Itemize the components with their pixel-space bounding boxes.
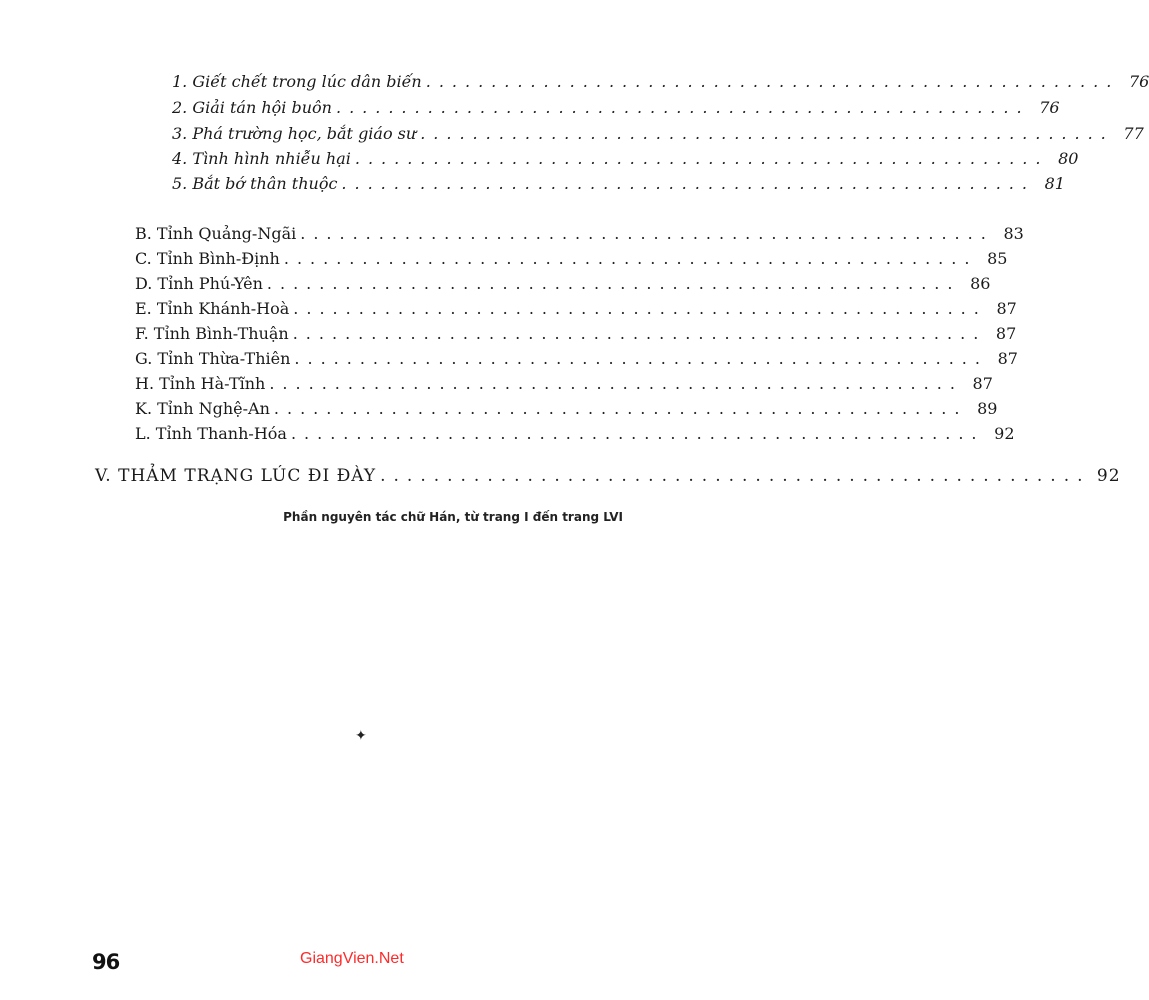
leader-dots: ..................................................... xyxy=(292,324,987,343)
toc-entry xyxy=(172,124,1144,143)
toc-section-entry xyxy=(95,466,1121,486)
toc-entry-page: 87 xyxy=(997,349,1018,368)
leader-dots: ..................................................... xyxy=(266,274,961,293)
toc-entry-label: H. Tỉnh Hà-Tĩnh xyxy=(135,374,266,393)
toc-entry-label: G. Tỉnh Thừa-Thiên xyxy=(135,349,291,368)
leader-dots: ..................................................... xyxy=(290,424,985,443)
toc-entry-page: 85 xyxy=(987,249,1008,268)
toc-entry xyxy=(135,274,991,293)
toc-entry-page: 83 xyxy=(1003,224,1024,243)
page-number: 96 xyxy=(92,950,120,974)
toc-entry xyxy=(172,174,1065,193)
leader-dots: ..................................................... xyxy=(335,98,1030,117)
ornament-icon: ✦ xyxy=(355,728,367,744)
leader-dots: ..................................................... xyxy=(293,299,987,318)
toc-entry-label: 1. Giết chết trong lúc dân biến xyxy=(172,72,422,91)
toc-entry-page: 89 xyxy=(977,399,998,418)
toc-entry-label: L. Tỉnh Thanh-Hóa xyxy=(135,424,287,443)
toc-entry xyxy=(135,224,1024,243)
toc-entry-label: C. Tỉnh Bình-Định xyxy=(135,249,280,268)
toc-entry-page: 80 xyxy=(1058,149,1079,168)
toc-entry-label: 5. Bắt bớ thân thuộc xyxy=(172,174,338,193)
leader-dots: ..................................................... xyxy=(425,72,1120,91)
toc-entry xyxy=(172,72,1149,91)
watermark: GiangVien.Net xyxy=(300,950,404,967)
leader-dots: ..................................................... xyxy=(300,224,994,243)
toc-entry-page: 81 xyxy=(1044,174,1065,193)
han-text-note: Phần nguyên tác chữ Hán, từ trang I đến trang LVI xyxy=(283,510,623,524)
leader-dots: ..................................................... xyxy=(341,174,1035,193)
toc-section-label: V. THẢM TRẠNG LÚC ĐI ĐÀY xyxy=(95,466,377,486)
toc-entry-page: 87 xyxy=(995,324,1017,343)
toc-entry xyxy=(135,374,993,393)
leader-dots: ..................................................... xyxy=(294,349,988,368)
toc-entry-page: 87 xyxy=(972,374,993,393)
toc-entry-page: 76 xyxy=(1039,98,1060,117)
toc-entry xyxy=(135,324,1017,343)
toc-entry xyxy=(135,399,998,418)
leader-dots: ..................................................... xyxy=(354,149,1049,168)
toc-entry-page: 92 xyxy=(994,424,1015,443)
leader-dots: ..................................................... xyxy=(420,124,1114,143)
toc-entry xyxy=(135,349,1018,368)
toc-entry-label: 3. Phá trường học, bắt giáo sư xyxy=(172,124,417,143)
toc-entry-label: E. Tỉnh Khánh-Hoà xyxy=(135,299,290,318)
toc-entry-label: F. Tỉnh Bình-Thuận xyxy=(135,324,289,343)
toc-entry-label: D. Tỉnh Phú-Yên xyxy=(135,274,263,293)
toc-entry xyxy=(172,98,1060,117)
leader-dots: ..................................................... xyxy=(283,249,978,268)
toc-entry-label: 2. Giải tán hội buôn xyxy=(172,98,332,117)
leader-dots: ..................................................... xyxy=(269,374,963,393)
toc-entry-page: 77 xyxy=(1123,124,1144,143)
toc-entry xyxy=(135,299,1017,318)
toc-entry xyxy=(135,424,1015,443)
toc-entry-page: 86 xyxy=(970,274,991,293)
toc-entry xyxy=(172,149,1079,168)
leader-dots: ..................................................... xyxy=(273,399,968,418)
toc-entry-label: 4. Tình hình nhiễu hại xyxy=(172,149,351,168)
toc-entry-page: 76 xyxy=(1128,72,1149,91)
toc-entry xyxy=(135,249,1008,268)
toc-entry-page: 87 xyxy=(996,299,1017,318)
toc-section-page: 92 xyxy=(1096,466,1121,486)
toc-entry-label: B. Tỉnh Quảng-Ngãi xyxy=(135,224,297,243)
toc-entry-label: K. Tỉnh Nghệ-An xyxy=(135,399,270,418)
leader-dots: ..................................................... xyxy=(380,466,1091,486)
